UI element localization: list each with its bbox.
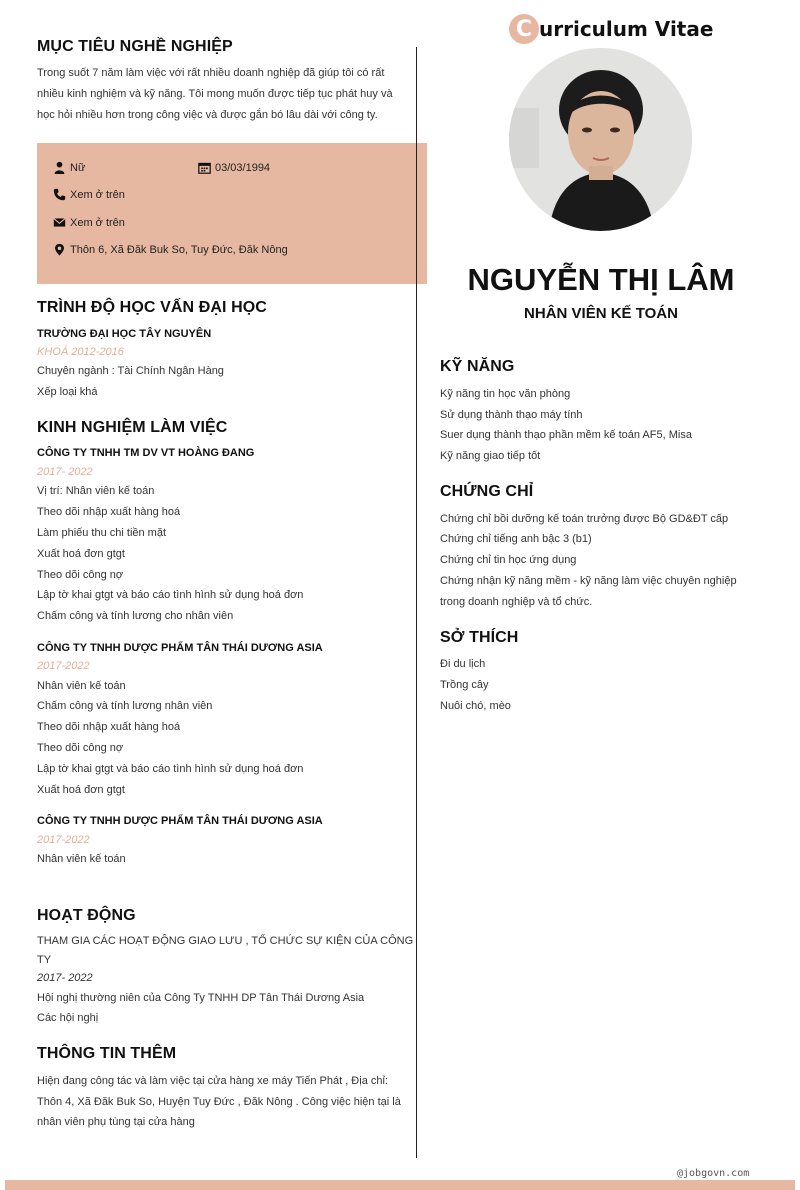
email-value: Xem ở trên xyxy=(70,216,125,229)
objective-line: Trong suốt 7 năm làm việc với rất nhiều doanh nghiệp đã giúp tôi có rất xyxy=(37,67,385,79)
additional-line: Hiện đang công tác và làm việc tại cửa hàng xe máy Tiến Phát , Địa chỉ: xyxy=(37,1075,388,1087)
skill-item: Kỹ năng tin học văn phòng xyxy=(440,388,571,400)
portrait-image xyxy=(509,48,692,231)
contact-box xyxy=(37,143,427,284)
job-item: Theo dõi nhập xuất hàng hoá xyxy=(37,721,181,733)
job-item: Vị trí: Nhân viên kế toán xyxy=(37,485,155,497)
activity-period: 2017- 2022 xyxy=(37,972,93,984)
activity-name: THAM GIA CÁC HOẠT ĐỘNG GIAO LƯU , TỔ CHỨC SỰ KIỆN CỦA CÔNG xyxy=(37,935,414,947)
education-period: KHOÁ 2012-2016 xyxy=(37,346,124,358)
job-item: Xuất hoá đơn gtgt xyxy=(37,548,125,560)
objective-title: MỤC TIÊU NGHỀ NGHIỆP xyxy=(37,38,233,55)
activity-item: Hội nghị thường niên của Công Ty TNHH DP Tân Thái Dương Asia xyxy=(37,992,365,1004)
experience-title: KINH NGHIỆM LÀM VIỆC xyxy=(37,419,228,436)
phone-icon xyxy=(53,188,66,201)
contact-phone xyxy=(53,188,125,201)
cv-logo-text: urriculum Vitae xyxy=(539,17,714,41)
education-title: TRÌNH ĐỘ HỌC VẤN ĐẠI HỌC xyxy=(37,299,267,316)
activities-title: HOẠT ĐỘNG xyxy=(37,907,136,924)
cv-logo xyxy=(509,14,713,44)
certificate-item-cont: trong doanh nghiệp và tổ chức. xyxy=(440,596,593,608)
address-value: Thôn 6, Xã Đăk Buk So, Tuy Đức, Đăk Nông xyxy=(70,243,288,256)
activity-name-cont: TY xyxy=(37,954,52,966)
contact-gender xyxy=(53,161,85,174)
additional-line: Thôn 4, Xã Đăk Buk So, Huyện Tuy Đức , Đăk Nông . Công việc hiện tại là xyxy=(37,1096,401,1108)
dob-value: 03/03/1994 xyxy=(215,161,271,174)
job-company: CÔNG TY TNHH DƯỢC PHẨM TÂN THÁI DƯƠNG ASIA xyxy=(37,815,323,827)
job-company: CÔNG TY TNHH TM DV VT HOÀNG ĐANG xyxy=(37,447,255,459)
location-pin-icon xyxy=(53,243,66,256)
cv-logo-letter: C xyxy=(515,16,533,42)
job-item: Theo dõi công nợ xyxy=(37,742,124,754)
objective-line: nhiều kinh nghiệm và kỹ năng. Tôi mong muốn được tiếp tục phát huy và xyxy=(37,88,393,100)
certificate-item: Chứng nhận kỹ năng mềm - kỹ năng làm việc chuyên nghiệp xyxy=(440,575,737,587)
job-company: CÔNG TY TNHH DƯỢC PHẨM TÂN THÁI DƯƠNG ASIA xyxy=(37,642,323,654)
candidate-role: NHÂN VIÊN KẾ TOÁN xyxy=(524,305,678,322)
profile-photo xyxy=(509,48,692,231)
hobby-item: Đi du lịch xyxy=(440,658,486,670)
job-period: 2017-2022 xyxy=(37,834,90,846)
education-grade: Xếp loại khá xyxy=(37,386,98,398)
watermark: @jobgovn.com xyxy=(677,1168,750,1179)
job-item: Lập tờ khai gtgt và báo cáo tình hình sử dụng hoá đơn xyxy=(37,763,304,775)
contact-address xyxy=(53,243,288,256)
job-item: Theo dõi công nợ xyxy=(37,569,124,581)
job-item: Chấm công và tính lương nhân viên xyxy=(37,700,213,712)
hobby-item: Trồng cây xyxy=(440,679,489,691)
skill-item: Kỹ năng giao tiếp tốt xyxy=(440,450,541,462)
additional-title: THÔNG TIN THÊM xyxy=(37,1045,177,1062)
certificate-item: Chứng chỉ bồi dưỡng kế toán trưởng được Bộ GD&ĐT cấp xyxy=(440,513,729,525)
footer-bar xyxy=(5,1180,795,1190)
hobby-item: Nuôi chó, mèo xyxy=(440,700,511,712)
job-period: 2017- 2022 xyxy=(37,466,93,478)
additional-line: nhân viên phụ tùng tại cửa hàng xyxy=(37,1116,195,1128)
contact-email xyxy=(53,216,125,229)
gender-value: Nữ xyxy=(70,161,86,174)
calendar-icon xyxy=(198,161,211,174)
job-period: 2017-2022 xyxy=(37,660,90,672)
contact-dob xyxy=(198,161,270,174)
skill-item: Sử dụng thành thạo máy tính xyxy=(440,409,583,421)
hobbies-title: SỞ THÍCH xyxy=(440,629,519,646)
job-item: Nhân viên kế toán xyxy=(37,680,126,692)
phone-value: Xem ở trên xyxy=(70,188,125,201)
skill-item: Suer dụng thành thạo phần mềm kế toán AF5, Misa xyxy=(440,429,692,441)
education-major: Chuyên ngành : Tài Chính Ngân Hàng xyxy=(37,365,224,377)
school-name: TRƯỜNG ĐẠI HỌC TÂY NGUYÊN xyxy=(37,328,212,340)
cv-logo-circle xyxy=(509,14,539,44)
job-item: Chấm công và tính lương cho nhân viên xyxy=(37,610,234,622)
job-item: Lập tờ khai gtgt và báo cáo tình hình sử dụng hoá đơn xyxy=(37,589,304,601)
certificates-title: CHỨNG CHỈ xyxy=(440,483,534,500)
job-item: Xuất hoá đơn gtgt xyxy=(37,784,125,796)
certificate-item: Chứng chỉ tiếng anh bậc 3 (b1) xyxy=(440,533,592,545)
person-icon xyxy=(53,161,66,174)
skills-title: KỸ NĂNG xyxy=(440,358,515,375)
activity-item: Các hội nghị xyxy=(37,1012,99,1024)
job-item: Theo dõi nhập xuất hàng hoá xyxy=(37,506,181,518)
column-divider xyxy=(416,47,417,1158)
job-item: Làm phiếu thu chi tiền mặt xyxy=(37,527,167,539)
email-icon xyxy=(53,216,66,229)
objective-line: học hỏi nhiều hơn trong công việc và được gắn bó lâu dài với công ty. xyxy=(37,109,378,121)
candidate-name: NGUYỄN THỊ LÂM xyxy=(467,262,735,297)
job-item: Nhân viên kế toán xyxy=(37,853,126,865)
certificate-item: Chứng chỉ tin học ứng dụng xyxy=(440,554,577,566)
